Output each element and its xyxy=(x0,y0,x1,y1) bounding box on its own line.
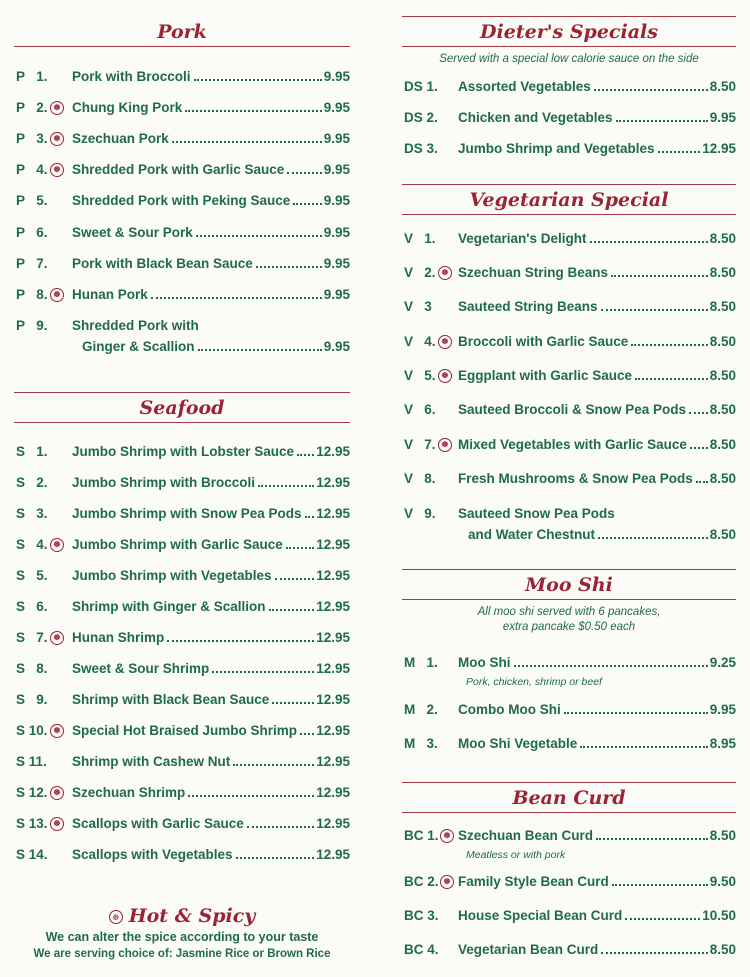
menu-item xyxy=(14,505,350,523)
leader-dots xyxy=(188,794,314,797)
item-name-row xyxy=(458,140,736,158)
item-name: Family Style Bean Curd xyxy=(458,874,609,889)
item-name: Szechuan Bean Curd xyxy=(458,828,594,843)
menu-item xyxy=(14,691,350,709)
beancurd-title: Bean Curd xyxy=(512,787,626,809)
item-name-row xyxy=(458,367,736,385)
leader-dots xyxy=(151,296,322,299)
item-code: M 3. xyxy=(404,736,438,751)
item-price: 12.95 xyxy=(316,785,350,800)
beancurd-rule xyxy=(402,812,736,813)
item-name-row xyxy=(72,536,350,554)
item-name-row xyxy=(458,470,736,488)
menu-item xyxy=(402,873,736,891)
leader-dots xyxy=(236,856,315,859)
item-code: DS 2. xyxy=(404,110,438,125)
item-code: V 2. xyxy=(404,265,436,280)
leader-dots xyxy=(287,171,321,174)
menu-item xyxy=(402,505,736,542)
item-code: DS 3. xyxy=(404,141,438,156)
item-name-row xyxy=(72,846,350,864)
menu-item xyxy=(14,192,350,210)
mooshi-rule xyxy=(402,599,736,600)
item-price: 8.50 xyxy=(709,471,736,486)
item-name-row xyxy=(458,735,736,753)
hot-pepper-icon: ☸ xyxy=(50,538,64,552)
item-name-row xyxy=(72,629,350,647)
item-code: P 4. xyxy=(16,162,48,177)
mooshi-note1: All moo shi served with 6 pancakes, xyxy=(477,606,661,618)
leader-dots xyxy=(256,265,322,268)
item-name: Hunan Pork xyxy=(72,287,148,302)
item-name: Sauteed Broccoli & Snow Pea Pods xyxy=(458,402,687,417)
menu-item xyxy=(402,401,736,419)
item-price: 12.95 xyxy=(316,630,350,645)
leader-dots xyxy=(658,150,701,153)
menu-item xyxy=(402,333,736,351)
leader-dots xyxy=(272,701,314,704)
hot-pepper-icon: ☸ xyxy=(438,266,452,280)
item-name: Shrimp with Cashew Nut xyxy=(72,754,231,769)
item-price: 8.50 xyxy=(709,437,736,452)
item-code: P 1. xyxy=(16,69,48,84)
item-name-row xyxy=(72,784,350,802)
leader-dots xyxy=(594,88,708,91)
leader-dots xyxy=(631,343,707,346)
item-code: S 9. xyxy=(16,692,48,707)
leader-dots xyxy=(625,917,700,920)
item-price: 12.95 xyxy=(702,141,736,156)
item-code: S 3. xyxy=(16,506,48,521)
item-name: Fresh Mushrooms & Snow Pea Pods xyxy=(458,471,693,486)
leader-dots xyxy=(601,951,707,954)
item-code: P 3. xyxy=(16,131,48,146)
item-name: Shrimp with Ginger & Scallion xyxy=(72,599,266,614)
item-code: M 1. xyxy=(404,655,438,670)
menu-item xyxy=(14,846,350,864)
menu-item xyxy=(402,109,736,127)
item-price: 12.95 xyxy=(316,568,350,583)
item-name: Pork with Black Bean Sauce xyxy=(72,256,253,271)
leader-dots xyxy=(580,745,707,748)
item-name: Sweet & Sour Pork xyxy=(72,225,193,240)
item-code: BC 2. xyxy=(404,874,439,889)
menu-item xyxy=(14,598,350,616)
menu-item xyxy=(14,536,350,554)
item-code: V 3 xyxy=(404,299,432,314)
mooshi-title: Moo Shi xyxy=(525,574,613,596)
item-price: 8.50 xyxy=(709,231,736,246)
leader-dots xyxy=(293,202,321,205)
item-name: Szechuan String Beans xyxy=(458,265,609,280)
item-name-row xyxy=(72,567,350,585)
item-name-row xyxy=(458,298,736,316)
leader-dots xyxy=(196,234,322,237)
menu-item xyxy=(402,436,736,454)
leader-dots xyxy=(198,348,322,351)
leader-dots xyxy=(185,109,321,112)
hot-pepper-icon: ☸ xyxy=(50,724,64,738)
item-name: Shredded Pork with Peking Sauce xyxy=(72,193,291,208)
item-price: 12.95 xyxy=(316,506,350,521)
menu-item xyxy=(14,317,350,354)
hot-spicy-line1: We can alter the spice according to your taste xyxy=(45,930,319,944)
item-price: 8.50 xyxy=(709,368,736,383)
mooshi-rule-top xyxy=(402,569,736,570)
item-price: 8.50 xyxy=(709,265,736,280)
menu-item xyxy=(14,660,350,678)
item-description: Meatless or with pork xyxy=(466,849,566,861)
hot-pepper-icon: ☸ xyxy=(109,910,123,924)
item-price: 9.95 xyxy=(323,162,350,177)
item-price: 12.95 xyxy=(316,754,350,769)
leader-dots xyxy=(269,608,315,611)
item-name: Assorted Vegetables xyxy=(458,79,591,94)
leader-dots xyxy=(696,480,708,483)
item-name: Moo Shi Vegetable xyxy=(458,736,578,751)
item-price: 12.95 xyxy=(316,816,350,831)
item-price: 8.50 xyxy=(709,334,736,349)
leader-dots xyxy=(247,825,314,828)
item-name-row xyxy=(458,827,736,845)
item-name: Sauteed Snow Pea Pods xyxy=(458,506,615,521)
dieters-rule xyxy=(402,46,736,47)
menu-item xyxy=(14,443,350,461)
item-name-row xyxy=(458,907,736,925)
item-name-continued: and Water Chestnut xyxy=(468,527,596,542)
pork-rule xyxy=(14,46,350,47)
item-code: S 13. xyxy=(16,816,48,831)
item-name-row xyxy=(72,505,350,523)
item-name: Vegetarian Bean Curd xyxy=(458,942,599,957)
item-code: BC 1. xyxy=(404,828,439,843)
leader-dots xyxy=(616,119,708,122)
item-name-row xyxy=(458,401,736,419)
item-price: 9.95 xyxy=(323,69,350,84)
leader-dots xyxy=(514,664,708,667)
item-name: Chung King Pork xyxy=(72,100,183,115)
item-code: V 9. xyxy=(404,506,436,521)
item-price: 12.95 xyxy=(316,847,350,862)
item-name-row xyxy=(458,230,736,248)
dieters-title: Dieter's Specials xyxy=(480,21,658,43)
menu-item xyxy=(402,654,736,688)
item-price: 9.95 xyxy=(323,225,350,240)
item-price: 8.50 xyxy=(709,299,736,314)
hot-pepper-icon: ☸ xyxy=(50,631,64,645)
item-name: Scallops with Garlic Sauce xyxy=(72,816,244,831)
menu-item xyxy=(14,784,350,802)
item-name-row xyxy=(72,443,350,461)
item-price: 8.50 xyxy=(709,942,736,957)
item-name: Sweet & Sour Shrimp xyxy=(72,661,210,676)
leader-dots xyxy=(564,711,708,714)
item-price: 12.95 xyxy=(316,537,350,552)
item-code: V 7. xyxy=(404,437,436,452)
leader-dots xyxy=(612,883,708,886)
item-name-row xyxy=(72,317,350,335)
menu-item xyxy=(14,567,350,585)
item-name: Pork with Broccoli xyxy=(72,69,191,84)
leader-dots xyxy=(596,837,708,840)
seafood-title: Seafood xyxy=(139,397,225,419)
item-name: House Special Bean Curd xyxy=(458,908,623,923)
item-name-row xyxy=(72,161,350,179)
hot-spicy-line2: We are serving choice of: Jasmine Rice or Brown Rice xyxy=(33,948,331,960)
item-price: 9.50 xyxy=(709,874,736,889)
item-code: S 11. xyxy=(16,754,47,769)
item-price: 9.95 xyxy=(709,110,736,125)
leader-dots xyxy=(275,577,315,580)
item-price: 8.50 xyxy=(709,402,736,417)
leader-dots xyxy=(297,453,314,456)
item-name-row xyxy=(72,99,350,117)
item-name: Jumbo Shrimp and Vegetables xyxy=(458,141,655,156)
item-name-row xyxy=(458,264,736,282)
hot-pepper-icon: ☸ xyxy=(50,817,64,831)
item-code: BC 4. xyxy=(404,942,439,957)
item-name-row xyxy=(458,505,736,523)
hot-pepper-icon: ☸ xyxy=(50,163,64,177)
item-name-row xyxy=(458,109,736,127)
item-name-row xyxy=(458,78,736,96)
item-price: 12.95 xyxy=(316,444,350,459)
hot-pepper-icon: ☸ xyxy=(440,829,454,843)
menu-item xyxy=(402,298,736,316)
leader-dots xyxy=(172,140,322,143)
vegetarian-rule xyxy=(402,214,736,215)
menu-item xyxy=(14,255,350,273)
item-name: Jumbo Shrimp with Garlic Sauce xyxy=(72,537,283,552)
item-description: Pork, chicken, shrimp or beef xyxy=(466,676,602,688)
item-name-row xyxy=(72,753,350,771)
item-name-continued: Ginger & Scallion xyxy=(82,339,195,354)
menu-item xyxy=(14,161,350,179)
item-price: 12.95 xyxy=(316,661,350,676)
hot-pepper-icon: ☸ xyxy=(438,438,452,452)
item-price: 9.95 xyxy=(323,193,350,208)
menu-item xyxy=(402,941,736,959)
item-code: V 1. xyxy=(404,231,436,246)
item-name-line2 xyxy=(468,526,736,544)
item-name: Broccoli with Garlic Sauce xyxy=(458,334,629,349)
leader-dots xyxy=(258,484,314,487)
menu-item xyxy=(402,140,736,158)
menu-item xyxy=(14,224,350,242)
item-name: Eggplant with Garlic Sauce xyxy=(458,368,633,383)
item-name: Chicken and Vegetables xyxy=(458,110,613,125)
hot-pepper-icon: ☸ xyxy=(438,335,452,349)
item-price: 8.50 xyxy=(709,79,736,94)
item-name: Moo Shi xyxy=(458,655,511,670)
leader-dots xyxy=(690,446,708,449)
menu-item xyxy=(402,907,736,925)
item-name-row xyxy=(458,436,736,454)
menu-item xyxy=(14,753,350,771)
item-name-row xyxy=(458,333,736,351)
menu-item xyxy=(402,735,736,753)
item-name: Special Hot Braised Jumbo Shrimp xyxy=(72,723,298,738)
menu-item xyxy=(14,99,350,117)
item-code: M 2. xyxy=(404,702,438,717)
item-name: Shredded Pork with xyxy=(72,318,199,333)
item-name: Szechuan Shrimp xyxy=(72,785,186,800)
item-name-row xyxy=(72,815,350,833)
menu-item xyxy=(402,367,736,385)
item-code: S 5. xyxy=(16,568,48,583)
item-price: 9.95 xyxy=(323,287,350,302)
item-name-row xyxy=(72,660,350,678)
item-name-row xyxy=(72,722,350,740)
dieters-rule-top xyxy=(402,16,736,17)
item-price: 10.50 xyxy=(702,908,736,923)
leader-dots xyxy=(305,515,315,518)
item-name-row xyxy=(72,192,350,210)
item-name: Shredded Pork with Garlic Sauce xyxy=(72,162,285,177)
hot-pepper-icon: ☸ xyxy=(50,786,64,800)
leader-dots xyxy=(598,536,708,539)
item-name: Shrimp with Black Bean Sauce xyxy=(72,692,270,707)
menu-item xyxy=(402,230,736,248)
item-code: S 7. xyxy=(16,630,48,645)
item-code: P 6. xyxy=(16,225,48,240)
menu-item xyxy=(14,286,350,304)
leader-dots xyxy=(167,639,314,642)
item-code: S 10. xyxy=(16,723,48,738)
menu-item xyxy=(14,629,350,647)
item-code: S 1. xyxy=(16,444,48,459)
menu-item xyxy=(14,474,350,492)
item-name: Combo Moo Shi xyxy=(458,702,561,717)
menu-item xyxy=(402,701,736,719)
hot-spicy-title: ☸ Hot & Spicy xyxy=(14,904,350,928)
leader-dots xyxy=(212,670,314,673)
menu-item xyxy=(14,130,350,148)
leader-dots xyxy=(300,732,314,735)
beancurd-rule-top xyxy=(402,782,736,783)
hot-pepper-icon: ☸ xyxy=(50,132,64,146)
item-name: Jumbo Shrimp with Broccoli xyxy=(72,475,256,490)
item-price: 9.95 xyxy=(323,131,350,146)
item-name-row xyxy=(72,474,350,492)
item-price: 9.95 xyxy=(323,339,350,354)
item-name-row xyxy=(72,224,350,242)
leader-dots xyxy=(601,308,708,311)
item-code: S 2. xyxy=(16,475,48,490)
leader-dots xyxy=(611,274,708,277)
item-code: S 4. xyxy=(16,537,48,552)
item-name-row xyxy=(72,255,350,273)
vegetarian-title: Vegetarian Special xyxy=(469,189,669,211)
hot-pepper-icon: ☸ xyxy=(50,101,64,115)
leader-dots xyxy=(590,240,708,243)
item-name: Scallops with Vegetables xyxy=(72,847,233,862)
leader-dots xyxy=(635,377,708,380)
item-code: P 5. xyxy=(16,193,48,208)
item-price: 9.25 xyxy=(709,655,736,670)
leader-dots xyxy=(689,411,708,414)
item-price: 8.50 xyxy=(709,527,736,542)
item-name: Jumbo Shrimp with Snow Pea Pods xyxy=(72,506,302,521)
menu-item xyxy=(402,264,736,282)
item-code: V 8. xyxy=(404,471,436,486)
item-code: BC 3. xyxy=(404,908,439,923)
item-code: P 9. xyxy=(16,318,48,333)
item-code: V 5. xyxy=(404,368,436,383)
item-price: 12.95 xyxy=(316,599,350,614)
item-code: V 6. xyxy=(404,402,436,417)
item-price: 9.95 xyxy=(323,100,350,115)
mooshi-note2: extra pancake $0.50 each xyxy=(502,621,636,633)
item-code: P 7. xyxy=(16,256,48,271)
vegetarian-rule-top xyxy=(402,184,736,185)
item-price: 12.95 xyxy=(316,475,350,490)
pork-title: Pork xyxy=(157,21,207,43)
leader-dots xyxy=(233,763,314,766)
item-code: S 14. xyxy=(16,847,48,862)
leader-dots xyxy=(286,546,314,549)
hot-pepper-icon: ☸ xyxy=(438,369,452,383)
item-name: Jumbo Shrimp with Lobster Sauce xyxy=(72,444,295,459)
item-price: 8.50 xyxy=(709,828,736,843)
item-name-row xyxy=(458,873,736,891)
item-name-row xyxy=(458,941,736,959)
menu-item xyxy=(402,470,736,488)
menu-item xyxy=(402,827,736,861)
item-code: DS 1. xyxy=(404,79,438,94)
item-name: Vegetarian's Delight xyxy=(458,231,587,246)
dieters-note: Served with a special low calorie sauce on the side xyxy=(439,53,699,65)
item-name-row xyxy=(458,701,736,719)
item-name-row xyxy=(72,130,350,148)
menu-item xyxy=(14,815,350,833)
item-name: Szechuan Pork xyxy=(72,131,169,146)
item-code: S 12. xyxy=(16,785,48,800)
menu-item xyxy=(14,68,350,86)
item-code: P 2. xyxy=(16,100,48,115)
item-price: 9.95 xyxy=(323,256,350,271)
hot-pepper-icon: ☸ xyxy=(50,288,64,302)
item-name-row xyxy=(72,598,350,616)
item-name: Sauteed String Beans xyxy=(458,299,598,314)
menu-item xyxy=(402,78,736,96)
item-name: Hunan Shrimp xyxy=(72,630,165,645)
item-name-line2 xyxy=(82,338,350,356)
item-name: Mixed Vegetables with Garlic Sauce xyxy=(458,437,687,452)
item-name-row xyxy=(72,286,350,304)
hot-pepper-icon: ☸ xyxy=(440,875,454,889)
seafood-rule-top xyxy=(14,392,350,393)
item-name: Jumbo Shrimp with Vegetables xyxy=(72,568,272,583)
item-code: S 6. xyxy=(16,599,48,614)
item-code: V 4. xyxy=(404,334,436,349)
item-name-row xyxy=(458,654,736,672)
item-price: 9.95 xyxy=(709,702,736,717)
item-name-row xyxy=(72,68,350,86)
menu-item xyxy=(14,722,350,740)
item-price: 12.95 xyxy=(316,723,350,738)
item-code: S 8. xyxy=(16,661,48,676)
item-price: 12.95 xyxy=(316,692,350,707)
item-code: P 8. xyxy=(16,287,48,302)
item-price: 8.95 xyxy=(709,736,736,751)
leader-dots xyxy=(194,78,322,81)
item-name-row xyxy=(72,691,350,709)
seafood-rule xyxy=(14,422,350,423)
